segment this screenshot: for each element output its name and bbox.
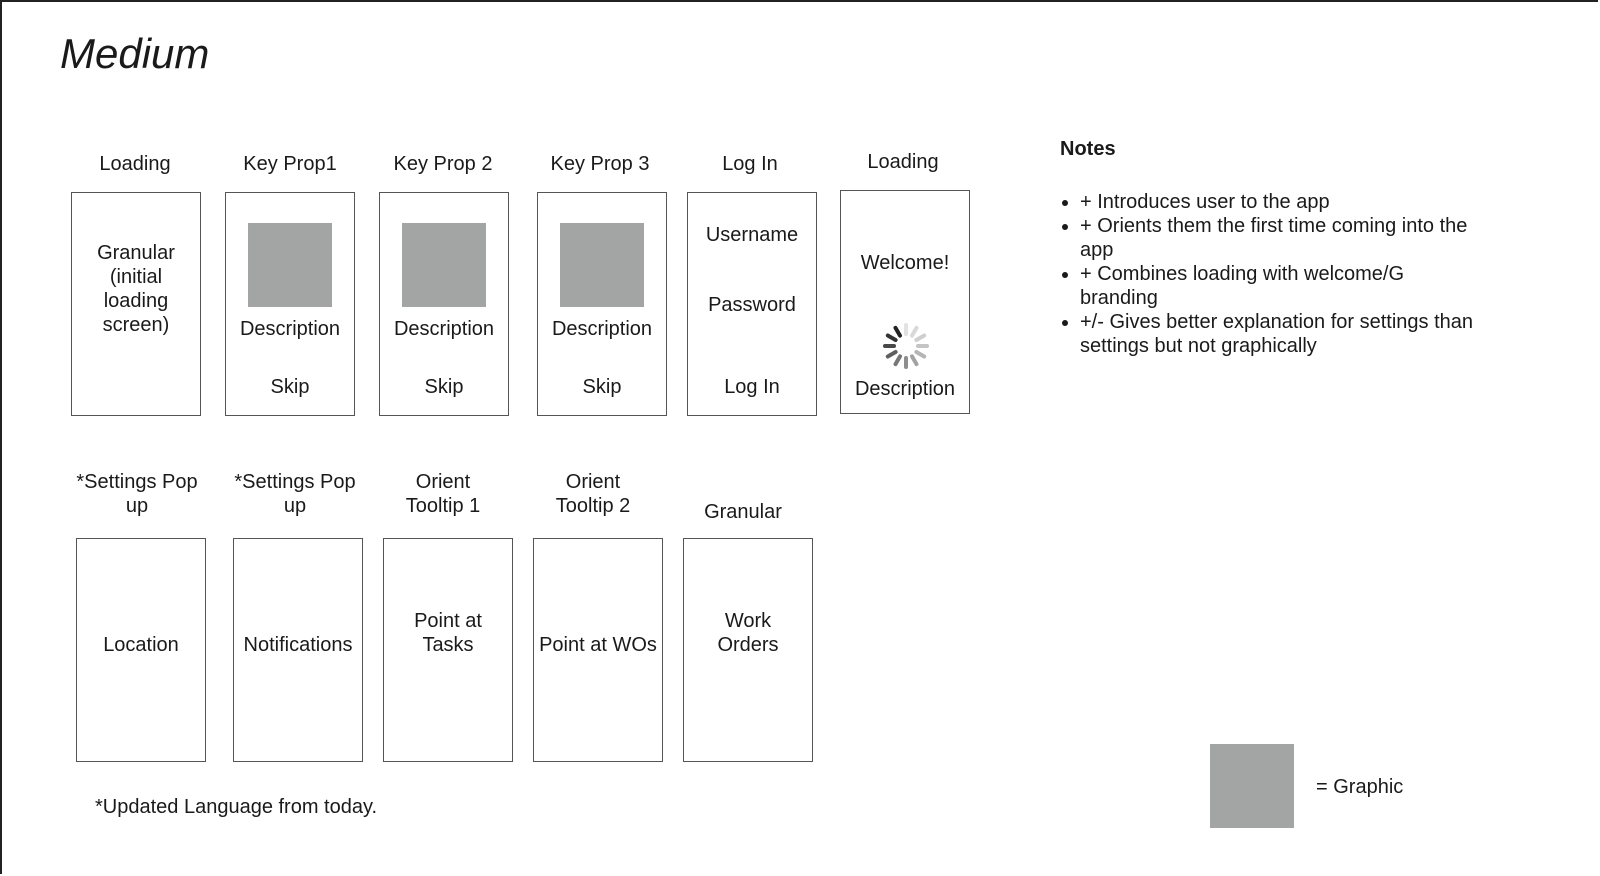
graphic-placeholder bbox=[560, 223, 644, 307]
skip-button: Skip bbox=[582, 376, 622, 398]
screen-key-prop-2 bbox=[379, 192, 509, 416]
screen-label-loading: Loading bbox=[99, 153, 171, 175]
legend-graphic-swatch bbox=[1210, 744, 1294, 828]
screen-label-settings-notifications: *Settings Pop up bbox=[234, 471, 356, 517]
point-at-tasks-text: Point at Tasks bbox=[414, 610, 482, 656]
screen-label-log-in: Log In bbox=[722, 153, 778, 175]
skip-button: Skip bbox=[424, 376, 464, 398]
point-at-wos-text: Point at WOs bbox=[539, 634, 657, 656]
location-text: Location bbox=[103, 634, 179, 656]
password-field: Password bbox=[708, 294, 796, 316]
screen-text-granular: Granular (initial loading screen) bbox=[97, 242, 175, 336]
note-item: • + Orients them the first time coming into the app bbox=[1080, 214, 1480, 262]
screen-settings-location bbox=[76, 538, 206, 762]
screen-orient-tooltip-2 bbox=[533, 538, 663, 762]
screen-loading-welcome bbox=[840, 190, 970, 414]
screen-label-orient-tooltip-2: Orient Tooltip 2 bbox=[555, 471, 631, 517]
screen-key-prop-1 bbox=[225, 192, 355, 416]
log-in-button: Log In bbox=[724, 376, 780, 398]
legend-text: = Graphic bbox=[1316, 776, 1404, 798]
screen-key-prop-3 bbox=[537, 192, 667, 416]
graphic-placeholder bbox=[402, 223, 486, 307]
loading-spinner-icon bbox=[879, 319, 933, 373]
screen-label-key-prop-1: Key Prop1 bbox=[243, 153, 337, 175]
screen-loading bbox=[71, 192, 201, 416]
description-text: Description bbox=[854, 378, 956, 400]
screen-label-settings-location: *Settings Pop up bbox=[76, 471, 198, 517]
username-field: Username bbox=[705, 224, 799, 246]
work-orders-text: Work Orders bbox=[717, 610, 779, 656]
note-item: • + Combines loading with welcome/G branding bbox=[1080, 262, 1480, 310]
graphic-placeholder bbox=[248, 223, 332, 307]
screen-label-key-prop-3: Key Prop 3 bbox=[550, 153, 650, 175]
note-item: • +/- Gives better explanation for settings than settings but not graphically bbox=[1080, 310, 1480, 358]
notifications-text: Notifications bbox=[243, 634, 353, 656]
skip-button: Skip bbox=[270, 376, 310, 398]
welcome-text: Welcome! bbox=[860, 252, 950, 274]
notes-title: Notes bbox=[1060, 138, 1116, 160]
screen-label-key-prop-2: Key Prop 2 bbox=[393, 153, 493, 175]
description-text: Description bbox=[393, 318, 495, 340]
description-text: Description bbox=[551, 318, 653, 340]
note-item: • + Introduces user to the app bbox=[1080, 190, 1480, 214]
screen-log-in bbox=[687, 192, 817, 416]
screen-orient-tooltip-1 bbox=[383, 538, 513, 762]
screen-granular-work-orders bbox=[683, 538, 813, 762]
screen-label-granular: Granular bbox=[704, 501, 782, 523]
description-text: Description bbox=[239, 318, 341, 340]
page-title: Medium bbox=[60, 30, 210, 77]
notes-list bbox=[1060, 190, 1480, 358]
footnote: *Updated Language from today. bbox=[95, 796, 378, 818]
screen-settings-notifications bbox=[233, 538, 363, 762]
screen-label-orient-tooltip-1: Orient Tooltip 1 bbox=[405, 471, 481, 517]
screen-label-loading-2: Loading bbox=[867, 151, 939, 173]
